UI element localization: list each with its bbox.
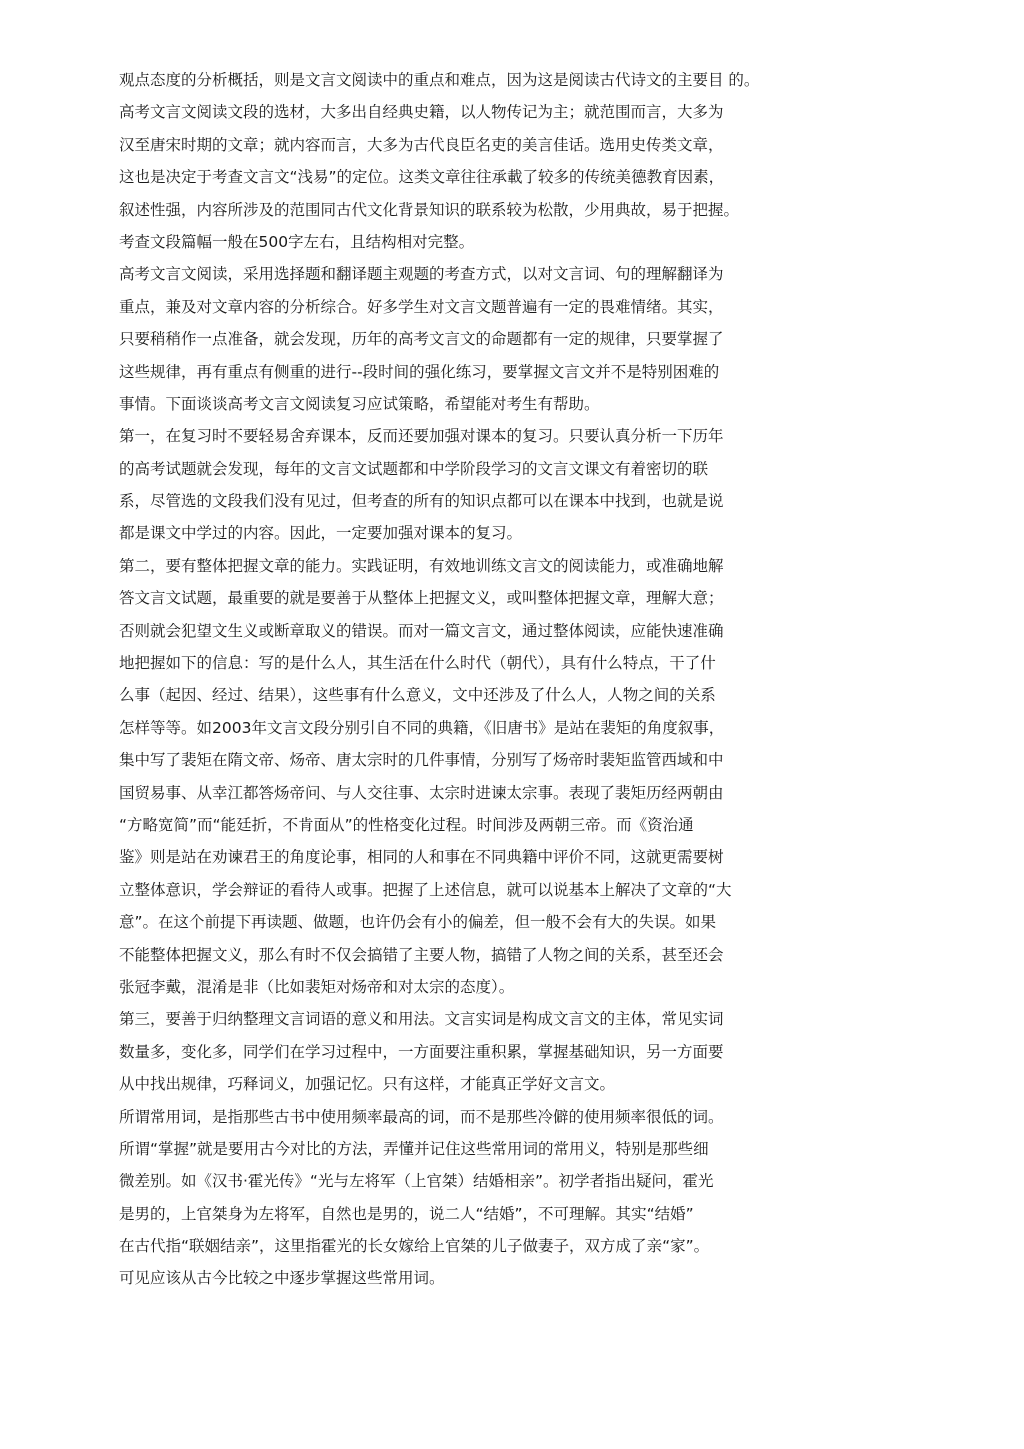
text-line: 考查文段篇幅一般在500字左右，且结构相对完整。 xyxy=(119,232,475,251)
text-line: 在古代指“联姻结亲”，这里指霍光的长女嫁给上官桀的儿子做妻子，双方成了亲“家”。 xyxy=(119,1237,710,1256)
text-line: 高考文言文阅读文段的选材，大多出自经典史籍，以人物传记为主；就范围而言，大多为 xyxy=(119,103,724,122)
text-line: 这也是决定于考查文言文“浅易”的定位。这类文章往往承載了较多的传统美德教育因素， xyxy=(119,168,725,187)
text-line: 可见应该从古今比较之中逐步掌握这些常用词。 xyxy=(119,1269,445,1288)
text-line: 都是课文中学过的内容。因此，一定要加强对课本的复习。 xyxy=(119,524,523,543)
text-line: 微差别。如《汉书·霍光传》“光与左将军（上官桀）结婚相亲”。初学者指出疑问，霍光 xyxy=(119,1172,714,1191)
text-line: 第二，要有整体把握文章的能力。实践证明，有效地训练文言文的阅读能力，或准确地解 xyxy=(119,556,724,575)
article-body xyxy=(119,64,859,1295)
text-line: 立整体意识，学会辩证的看待人或事。把握了上述信息，就可以说基本上解决了文章的“大 xyxy=(119,880,732,899)
text-line: 事情。下面谈谈高考文言文阅读复习应试策略，希望能对考生有帮助。 xyxy=(119,394,600,413)
text-line: 答文言文试题，最重要的就是要善于从整体上把握文义，或叫整体把握文章，理解大意； xyxy=(119,589,724,608)
text-line: 高考文言文阅读，采用选择题和翻译题主观题的考查方式，以对文言词、句的理解翻译为 xyxy=(119,265,724,284)
text-line: 张冠李戴，混淆是非（比如裴矩对炀帝和对太宗的态度）。 xyxy=(119,977,515,996)
text-line: 么事（起因、经过、结果），这些事有什么意义，文中还涉及了什么人，人物之间的关系 xyxy=(119,686,716,705)
text-line: 是男的，上官桀身为左将军，自然也是男的，说二人“结婚”，不可理解。其实“结婚” xyxy=(119,1204,694,1223)
text-line: 系，尽管选的文段我们没有见过，但考查的所有的知识点都可以在课本中找到，也就是说 xyxy=(119,492,724,511)
text-line: 地把握如下的信息：写的是什么人，其生活在什么时代（朝代），具有什么特点，干了什 xyxy=(119,654,716,673)
text-line: 集中写了裴矩在隋文帝、炀帝、唐太宗时的几件事情，分别写了炀帝时裴矩监管西域和中 xyxy=(119,751,724,770)
text-line: 所谓“掌握”就是要用古今对比的方法，弄懂并记住这些常用词的常用义，特别是那些细 xyxy=(119,1139,709,1158)
text-line: 怎样等等。如2003年文言文段分别引自不同的典籍，《旧唐书》是站在裴矩的角度叙事， xyxy=(119,718,725,737)
text-line: 从中找出规律，巧释词义，加强记忆。只有这样，才能真正学好文言文。 xyxy=(119,1075,616,1094)
text-line: 国贸易事、从幸江都答炀帝问、与人交往事、太宗时进谏太宗事。表现了裴矩历经两朝由 xyxy=(119,783,724,802)
text-line: 只要稍稍作一点准备，就会发现，历年的高考文言文的命题都有一定的规律，只要掌握了 xyxy=(119,330,724,349)
text-line: 所谓常用词，是指那些古书中使用频率最高的词，而不是那些冷僻的使用频率很低的词。 xyxy=(119,1107,724,1126)
text-line: 鉴》则是站在劝谏君王的角度论事，相同的人和事在不同典籍中评价不同，这就更需要树 xyxy=(119,848,724,867)
text-line: 叙述性强，内容所涉及的范围同古代文化背景知识的联系较为松散，少用典故，易于把握。 xyxy=(119,200,740,219)
text-line: 这些规律，再有重点有侧重的进行--段时间的强化练习，要掌握文言文并不是特别困难的 xyxy=(119,362,720,381)
text-line: 第三，要善于归纳整理文言词语的意义和用法。文言实词是构成文言文的主体，常见实词 xyxy=(119,1010,724,1029)
text-line: 第一，在复习时不要轻易舍弃课本，反而还要加强对课本的复习。只要认真分析一下历年 xyxy=(119,427,724,446)
text-line: 观点态度的分析概括，则是文言文阅读中的重点和难点，因为这是阅读古代诗文的主要目 的。 xyxy=(119,71,760,89)
text-line: 重点，兼及对文章内容的分析综合。好多学生对文言文题普遍有一定的畏难情绪。其实， xyxy=(119,297,724,316)
text-line: 否则就会犯望文生义或断章取义的错误。而对一篇文言文，通过整体阅读，应能快速准确 xyxy=(119,621,724,640)
text-line: “方略宽简”而“能廷折，不肯面从”的性格变化过程。时间涉及两朝三帝。而《资治通 xyxy=(119,815,694,834)
text-line: 汉至唐宋时期的文章；就内容而言，大多为古代良臣名吏的美言佳话。选用史传类文章， xyxy=(119,135,724,154)
text-line: 意”。在这个前提下再读题、做题，也许仍会有小的偏差，但一般不会有大的失误。如果 xyxy=(119,913,717,932)
text-line: 不能整体把握文义，那么有时不仅会搞错了主要人物，搞错了人物之间的关系，甚至还会 xyxy=(119,945,724,964)
text-line: 数量多，变化多，同学们在学习过程中，一方面要注重积累，掌握基础知识，另一方面要 xyxy=(119,1042,724,1061)
text-line: 的高考试题就会发现，每年的文言文试题都和中学阶段学习的文言文课文有着密切的联 xyxy=(119,459,709,478)
